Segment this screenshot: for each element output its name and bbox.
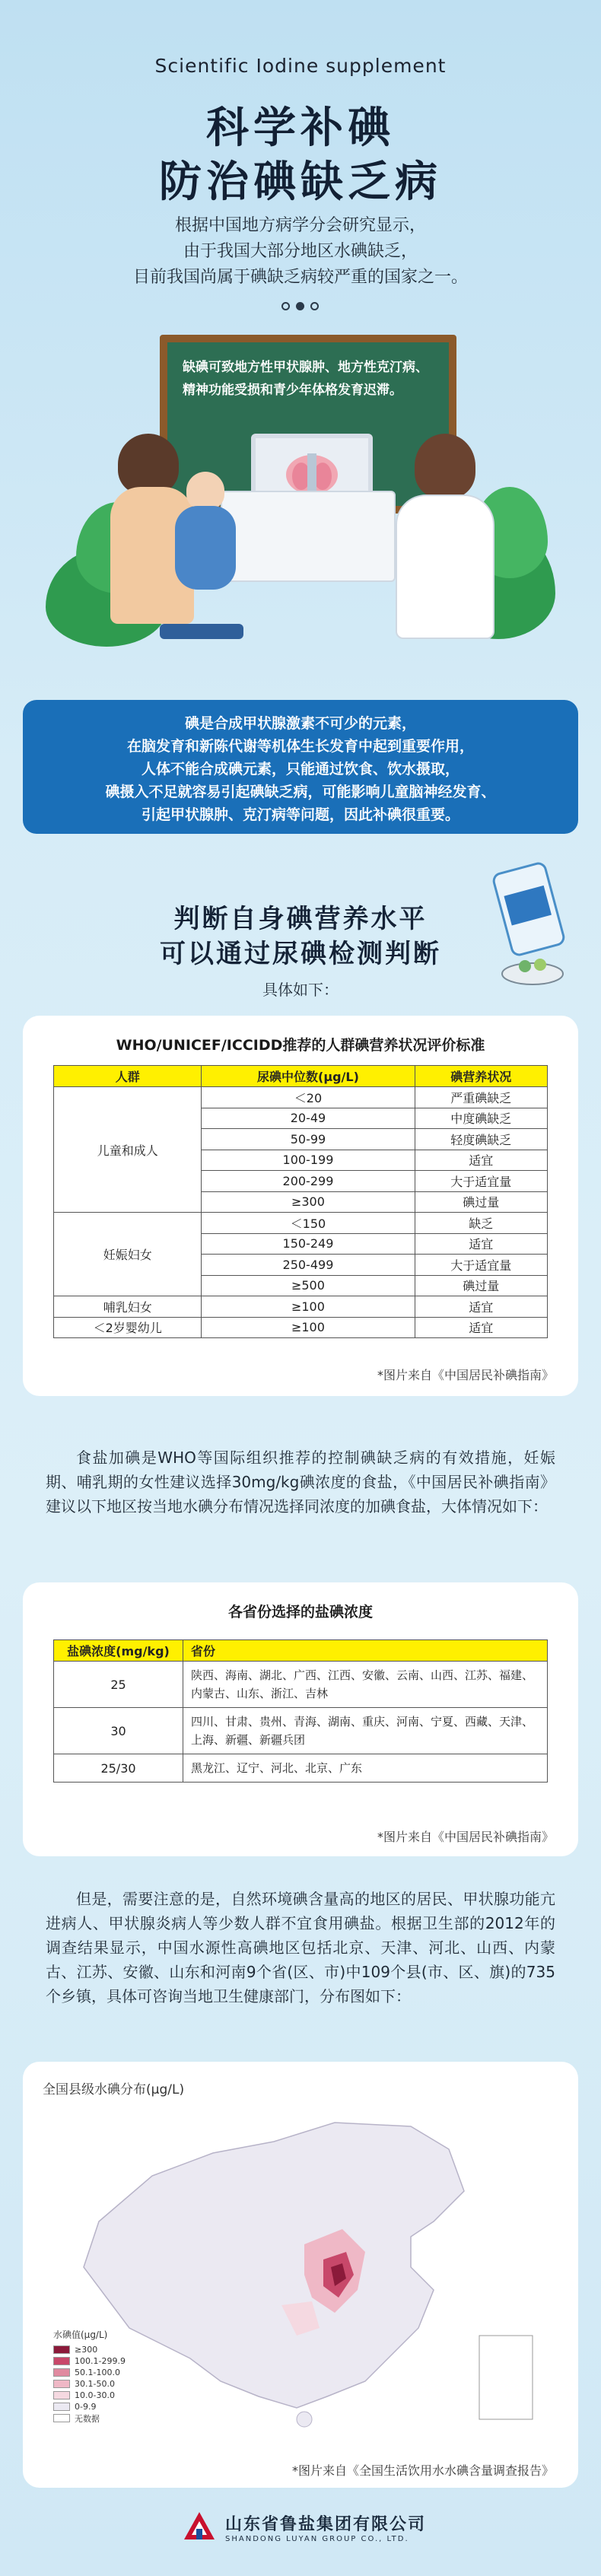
legend-item (53, 2355, 126, 2367)
map-source-note: *图片来自《全国生活饮用水水碘含量调查报告》 (291, 2463, 554, 2478)
info-line: 在脑发育和新陈代谢等机体生长发育中起到重要作用， (126, 738, 474, 755)
status-cell: 碘过量 (415, 1275, 548, 1296)
section2-subheading: 具体如下： (262, 981, 339, 999)
legend-item (53, 2378, 126, 2390)
table-row (54, 1708, 548, 1754)
median-cell: ≥100 (202, 1317, 415, 1338)
legend-swatch (53, 2345, 70, 2354)
province-cell: 黑龙江、辽宁、河北、北京、广东 (183, 1754, 548, 1783)
company-name-en: SHANDONG LUYAN GROUP CO., LTD. (225, 2535, 409, 2543)
median-cell: ≥300 (202, 1191, 415, 1213)
status-cell: 缺乏 (415, 1213, 548, 1234)
china-water-iodine-map (53, 2107, 548, 2450)
status-cell: 中度碘缺乏 (415, 1108, 548, 1129)
province-cell: 陕西、海南、湖北、广西、江西、安徽、云南、山西、江苏、福建、内蒙古、山东、浙江、吉林 (183, 1662, 548, 1708)
legend-item (53, 2412, 126, 2424)
table-row (54, 1213, 548, 1234)
clinic-illustration (46, 320, 563, 677)
median-cell: ≥500 (202, 1275, 415, 1296)
legend-swatch (53, 2403, 70, 2411)
company-logo-icon (183, 2511, 216, 2544)
pager-dots (281, 302, 319, 310)
group-cell: 妊娠妇女 (54, 1213, 202, 1296)
eyebrow-text: Scientific Iodine supplement (154, 55, 447, 77)
group-cell: ＜2岁婴幼儿 (54, 1317, 202, 1338)
median-cell: 20-49 (202, 1108, 415, 1129)
legend-swatch (53, 2414, 70, 2422)
dot (296, 302, 304, 310)
legend-item (53, 2390, 126, 2401)
legend-swatch (53, 2380, 70, 2388)
legend-swatch (53, 2368, 70, 2377)
status-cell: 适宜 (415, 1233, 548, 1255)
status-cell: 适宜 (415, 1296, 548, 1318)
island (297, 2412, 312, 2427)
status-cell: 适宜 (415, 1150, 548, 1171)
legend-label: 100.1-299.9 (75, 2356, 126, 2366)
province-cell: 四川、甘肃、贵州、青海、湖南、重庆、河南、宁夏、西藏、天津、上海、新疆、新疆兵团 (183, 1708, 548, 1754)
dot (281, 302, 290, 310)
legend-label: ≥300 (75, 2345, 98, 2355)
title-line-1: 科学补碘 (206, 103, 395, 153)
legend-label: 30.1-50.0 (75, 2379, 115, 2389)
table-row (54, 1296, 548, 1318)
water-iodine-map-card (23, 2062, 578, 2488)
col-header: 碘营养状况 (415, 1066, 548, 1087)
legend-swatch (53, 2357, 70, 2365)
col-header: 省份 (183, 1640, 548, 1662)
status-cell: 适宜 (415, 1317, 548, 1338)
concentration-cell: 30 (54, 1708, 183, 1754)
median-cell: ＜20 (202, 1087, 415, 1108)
col-header: 人群 (54, 1066, 202, 1087)
table2-source-note: *图片来自《中国居民补碘指南》 (377, 1830, 554, 1844)
status-cell: 大于适宜量 (415, 1255, 548, 1276)
table-row (54, 1317, 548, 1338)
section2-heading-1: 判断自身碘营养水平 (173, 904, 428, 934)
info-line: 人体不能合成碘元素，只能通过饮食、饮水摄取， (141, 761, 459, 778)
table-row (54, 1754, 548, 1783)
median-cell: ＜150 (202, 1213, 415, 1234)
median-cell: 250-499 (202, 1255, 415, 1276)
iodine-status-card (23, 1016, 578, 1396)
salt-concentration-card (23, 1582, 578, 1856)
legend-label: 无数据 (75, 2413, 100, 2424)
legend-label: 10.0-30.0 (75, 2390, 115, 2400)
col-header: 盐碘浓度(mg/kg) (54, 1640, 183, 1662)
intro-line: 由于我国大部分地区水碘缺乏， (183, 242, 418, 261)
legend-label: 50.1-100.0 (75, 2368, 120, 2377)
median-cell: 50-99 (202, 1129, 415, 1150)
status-cell: 严重碘缺乏 (415, 1087, 548, 1108)
median-cell: 200-299 (202, 1171, 415, 1192)
legend-item (53, 2401, 126, 2412)
china-outline (84, 2123, 464, 2408)
table1-source-note: *图片来自《中国居民补碘指南》 (377, 1368, 554, 1382)
iodine-status-table (53, 1065, 548, 1338)
high-iodine-paragraph: 但是，需要注意的是，自然环境碘含量高的地区的居民、甲状腺功能亢进病人、甲状腺炎病人等少数人群不宜食用碘盐。根据卫生部的2012年的调查结果显示，中国水源性高碘地区包括北京、天津、河北、山西、内蒙古、江苏、安徽、山东和河南9个省(区、市)中109个县(市、区、旗)的735个乡镇，具体可咨询当地卫生健康部门，分布图如下： (46, 1890, 555, 2005)
legend-item (53, 2367, 126, 2378)
table-row (54, 1087, 548, 1108)
legend-title: 水碘值(μg/L) (53, 2330, 108, 2340)
title-line-2: 防治碘缺乏病 (159, 157, 442, 207)
section2-heading-2: 可以通过尿碘检测判断 (160, 939, 441, 969)
concentration-cell: 25/30 (54, 1754, 183, 1783)
footer (183, 2511, 426, 2544)
salt-iodization-paragraph: 食盐加碘是WHO等国际组织推荐的控制碘缺乏病的有效措施，妊娠期、哺乳期的女性建议选择30mg/kg碘浓度的食盐，《中国居民补碘指南》建议以下地区按当地水碘分布情况选择同浓度的加碘食盐，大体情况如下： (46, 1449, 555, 1515)
desk (221, 491, 396, 582)
salt-concentration-table (53, 1639, 548, 1783)
dot (310, 302, 319, 310)
status-cell: 轻度碘缺乏 (415, 1129, 548, 1150)
legend-label: 0-9.9 (75, 2402, 97, 2412)
concentration-cell: 25 (54, 1662, 183, 1708)
group-cell: 儿童和成人 (54, 1087, 202, 1213)
chalkboard-text: 缺碘可致地方性甲状腺肿、地方性克汀病、精神功能受损和青少年体格发育迟滞。 (183, 360, 428, 398)
info-line: 碘摄入不足就容易引起碘缺乏病，可能影响儿童脑神经发育、 (105, 784, 496, 800)
table-row (54, 1662, 548, 1708)
status-cell: 碘过量 (415, 1191, 548, 1213)
table1-title: WHO/UNICEF/ICCIDD推荐的人群碘营养状况评价标准 (116, 1037, 485, 1054)
iodine-info-box (23, 700, 578, 834)
intro-text (0, 213, 601, 291)
intro-line: 根据中国地方病学分会研究显示， (174, 216, 426, 235)
south-sea-inset (479, 2336, 533, 2419)
table2-title: 各省份选择的盐碘浓度 (227, 1604, 373, 1620)
intro-line: 目前我国尚属于碘缺乏病较严重的国家之一。 (132, 268, 468, 287)
legend-swatch (53, 2391, 70, 2399)
group-cell: 哺乳妇女 (54, 1296, 202, 1318)
info-line: 碘是合成甲状腺激素不可少的元素， (184, 715, 416, 732)
col-header: 尿碘中位数(μg/L) (202, 1066, 415, 1087)
legend-item (53, 2344, 126, 2355)
info-line: 引起甲状腺肿、克汀病等问题，因此补碘很重要。 (141, 806, 459, 823)
map-legend (53, 2328, 126, 2424)
median-cell: ≥100 (202, 1296, 415, 1318)
status-cell: 大于适宜量 (415, 1171, 548, 1192)
median-cell: 150-249 (202, 1233, 415, 1255)
company-name-cn: 山东省鲁盐集团有限公司 (225, 2515, 427, 2534)
map-title: 全国县级水碘分布(μg/L) (43, 2082, 185, 2097)
median-cell: 100-199 (202, 1150, 415, 1171)
